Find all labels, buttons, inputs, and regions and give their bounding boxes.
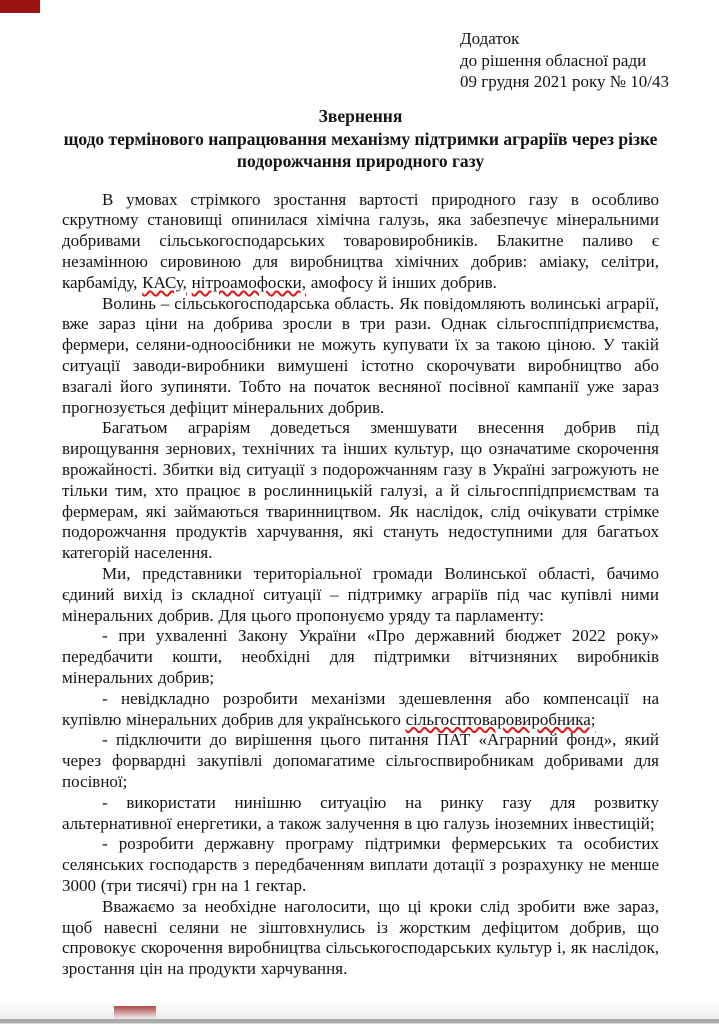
title-line: подорожчання природного газу bbox=[236, 151, 485, 172]
document-content bbox=[62, 0, 669, 980]
paragraph bbox=[62, 418, 659, 564]
list-item-paragraph bbox=[62, 626, 659, 688]
list-item-paragraph bbox=[62, 834, 659, 896]
list-item-paragraph bbox=[62, 689, 659, 731]
header-line: до рішення обласної ради bbox=[460, 50, 647, 70]
title-line: Звернення bbox=[318, 106, 403, 127]
header-line: Додаток bbox=[460, 29, 520, 48]
text-segment: амофосу й інших добрив. bbox=[306, 272, 497, 292]
text-segment: Багатьом аграріям доведеться зменшувати внесення добрив під вирощування зернових, технічних та інших культур, що означатиме скорочення врожайності. Збитки від ситуації з подорожчанням газу в Україні загрожують не тільки тим, хто працює в рослинницькій галузі, а й сільгосппідприємствам та фермерам, які займаються тваринництвом. Як наслідок, слід очікувати стрімке подорожчання продуктів харчування, які стануть недоступними для багатьох категорій населення. bbox=[62, 418, 659, 563]
document-title bbox=[62, 105, 659, 173]
text-segment: Волинь – сільськогосподарська область. Як повідомляють волинські аграрії, вже зараз ціни на добрива зросли в три рази. Однак сільгосппідприємства, фермери, селяни-одноосібники не можуть купувати їх за такою ціною. У такій ситуації заводи-виробники вимушені істотно скорочувати виробництво або взагалі його зупиняти. Тобто на початок весняної посівної кампанії уже зараз прогнозується дефіцит мінеральних добрив. bbox=[62, 293, 659, 417]
paragraph bbox=[62, 190, 659, 294]
document-body bbox=[62, 190, 659, 980]
list-item-paragraph bbox=[62, 730, 659, 792]
text-segment: Ми, представники територіальної громади Волинської області, бачимо єдиний вихід із складної ситуації – підтримку аграріїв під час купівлі ними мінеральних добрив. Для цього пропонуємо уряду та парламенту: bbox=[62, 563, 659, 625]
text-segment: - розробити державну програму підтримки фермерських та особистих селянських господарств з передбаченням виплати дотації з розрахунку не менше 3000 (три тисячі) грн на 1 гектар. bbox=[62, 834, 659, 895]
misspelled-word: нітроамофоски, bbox=[191, 272, 307, 292]
misspelled-word: КАСу, bbox=[142, 272, 187, 292]
document-header bbox=[460, 28, 669, 93]
red-corner-marker-top bbox=[0, 0, 40, 13]
page-bottom-edge bbox=[0, 1019, 719, 1023]
misspelled-word: сільгосптоваровиробника; bbox=[405, 709, 596, 729]
text-segment: - при ухваленні Закону України «Про державний бюджет 2022 року» передбачити кошти, необхідні для підтримки вітчизняних виробників мінеральних добрив; bbox=[62, 626, 659, 687]
paragraph bbox=[62, 897, 659, 980]
list-item-paragraph bbox=[62, 793, 659, 835]
paragraph bbox=[62, 564, 659, 626]
text-segment: Вважаємо за необхідне наголосити, що ці кроки слід зробити вже зараз, щоб навесні селяни не зіштовхнулись із жорстким дефіцитом добрив, що спровокує скорочення виробництва сільськогосподарських культур і, як наслідок, зростання цін на продукти харчування. bbox=[62, 896, 659, 979]
header-line: 09 грудня 2021 року № 10/43 bbox=[460, 72, 669, 92]
page-bottom-shadow bbox=[0, 1002, 719, 1024]
text-segment: - підключити до вирішення цього питання ПАТ «Аграрний фонд», який через форвардні закупівлі допомагатиме сільгоспвиробникам добривами для посівної; bbox=[62, 730, 659, 791]
paragraph bbox=[62, 294, 659, 419]
text-segment: - невідкладно розробити механізми здешевлення або компенсації на купівлю мінеральних добрив для українського bbox=[62, 688, 659, 729]
text-segment: В умовах стрімкого зростання вартості природного газу в особливо скрутному становищі опинилася хімічна галузь, яка забезпечує мінеральними добривами сільськогосподарських товаровиробників. Блакитне паливо є незамінною сировиною для виробництва хімічних добрив: аміаку, селітри, карбаміду, bbox=[62, 189, 659, 292]
title-line: щодо термінового напрацювання механізму підтримки аграріїв через різке bbox=[63, 128, 658, 149]
text-segment: - використати нинішню ситуацію на ринку газу для розвитку альтернативної енергетики, а також залучення в цю галузь іноземних інвестицій; bbox=[62, 792, 659, 833]
